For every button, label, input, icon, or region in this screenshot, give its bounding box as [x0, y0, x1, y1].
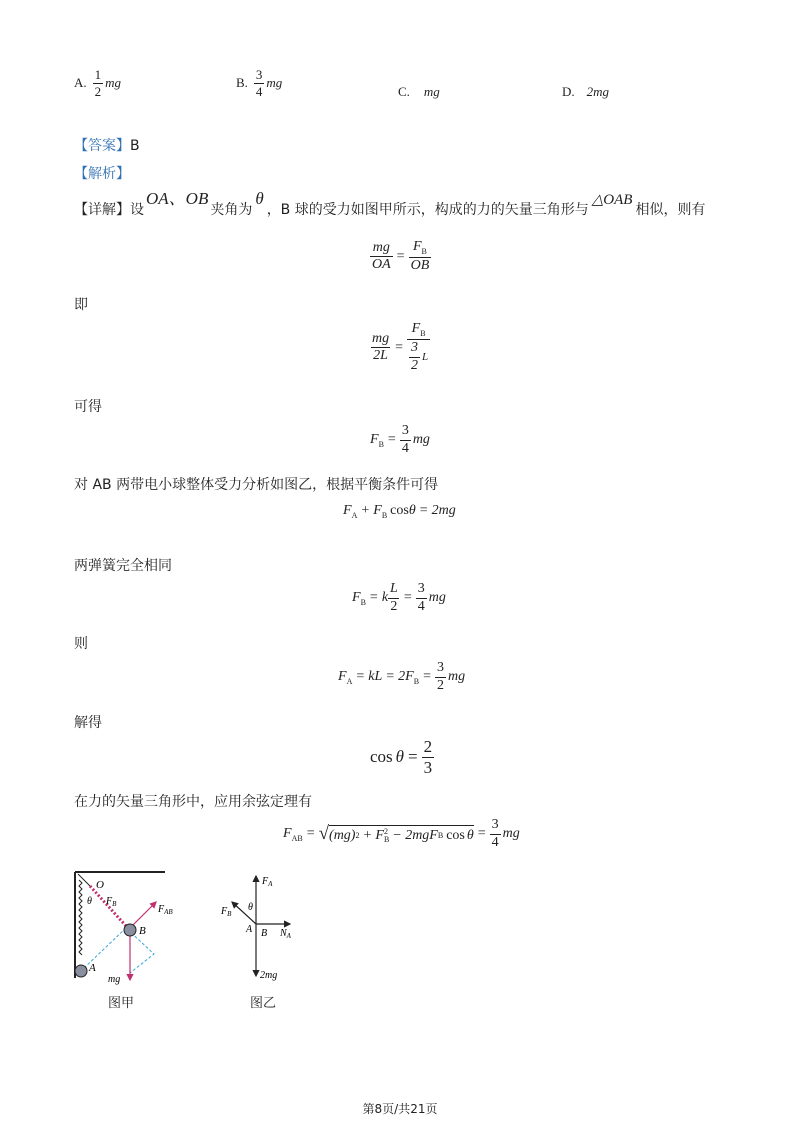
text-cosine-law: 在力的矢量三角形中，应用余弦定理有 — [74, 794, 312, 810]
label-b: B — [139, 925, 146, 937]
label-na: $N_A$ — [280, 928, 291, 940]
equation-fa: $F_A$ = kL = $2F_B$ = $\frac{3}{2}$ mg — [338, 660, 466, 693]
option-d: D. 2mg — [562, 84, 610, 99]
rod — [78, 874, 90, 886]
label-theta: θ — [248, 902, 253, 913]
label-fab: $F_{AB}$ — [158, 904, 173, 916]
option-label: B. — [236, 75, 248, 91]
figure-jia — [70, 868, 180, 988]
page-footer: 第8页/共21页 — [362, 1102, 438, 1116]
label-fa: $F_A$ — [262, 876, 273, 888]
equation-spring: $F_B$ = k $\frac{L}{2}$ = $\frac{3}{4}$ mg — [352, 581, 446, 614]
triangle-symbol: △OAB — [591, 192, 633, 208]
option-c: C. mg — [398, 84, 440, 99]
figure-yi — [218, 868, 318, 988]
detail-tag: 【详解】 — [74, 202, 130, 218]
option-b: B. $\frac{3}{4}$ mg — [236, 67, 283, 99]
sqrt-sign: √ — [318, 823, 330, 845]
label-o: O — [96, 879, 104, 891]
text-springs: 两弹簧完全相同 — [74, 558, 172, 574]
option-label: A. — [74, 75, 87, 91]
equation-fb: $F_B$ = $\frac{3}{4}$ mg — [370, 423, 430, 456]
label-fb: $F_B$ — [106, 896, 117, 908]
oa-ob-symbol: OA、OB — [146, 189, 209, 208]
theta-symbol: θ — [255, 189, 264, 208]
ball-a — [75, 965, 87, 977]
option-label: D. — [562, 84, 575, 99]
label-fb: $F_B$ — [221, 906, 232, 918]
label-b: B — [261, 928, 268, 939]
text-ji: 即 — [74, 297, 88, 313]
label-2mg: 2mg — [260, 970, 278, 981]
equation-cos: cos θ = $\frac{2}{3}$ — [370, 737, 433, 777]
answer-tag: 【答案】 — [74, 138, 130, 154]
label-mg: mg — [108, 974, 121, 985]
fraction: $\frac{1}{2}$ — [94, 67, 102, 99]
analysis-tag: 【解析】 — [74, 166, 130, 182]
text-ze: 则 — [74, 636, 88, 652]
sqrt-content: (mg) 2 + F 2 B − 2mgF B cos θ — [329, 826, 474, 844]
ball-b — [124, 924, 136, 936]
label-a: A — [246, 924, 253, 935]
text-ab-analysis: 对 AB 两带电小球整体受力分析如图乙，根据平衡条件可得 — [74, 477, 439, 493]
detail-line: 【详解】 设 OA、OB 夹角为 θ ，B 球的受力如图甲所示，构成的力的矢量三角形与 △OAB 相似，则有 — [74, 196, 705, 221]
equation-similar-triangles: $\frac{mg}{OA}$ = $\frac{F_B}{OB}$ — [372, 239, 430, 274]
text-kede: 可得 — [74, 399, 102, 415]
label-a: A — [89, 962, 96, 974]
text-jiede: 解得 — [74, 715, 102, 731]
vertical-spring — [79, 880, 82, 955]
answer-value: B — [130, 138, 140, 154]
equation-substitute: $\frac{mg}{2L}$ = $F_B$ $\frac{3}{2}$ L — [372, 321, 429, 373]
equation-fab: $F_{AB}$ = √ (mg) 2 + F 2 B − 2mgF B cos θ = $\frac{3}{4}$ mg — [283, 817, 520, 850]
caption-jia: 图甲 — [108, 996, 135, 1011]
answer-line — [74, 135, 140, 155]
caption-yi: 图乙 — [250, 996, 277, 1011]
fraction: $\frac{3}{4}$ — [255, 67, 263, 99]
label-theta: θ — [87, 896, 92, 907]
equation-balance: $F_A$ + $F_B$ cos θ = 2mg — [343, 503, 456, 520]
option-label: C. — [398, 84, 410, 99]
option-a: A. $\frac{1}{2}$ mg — [74, 67, 122, 99]
